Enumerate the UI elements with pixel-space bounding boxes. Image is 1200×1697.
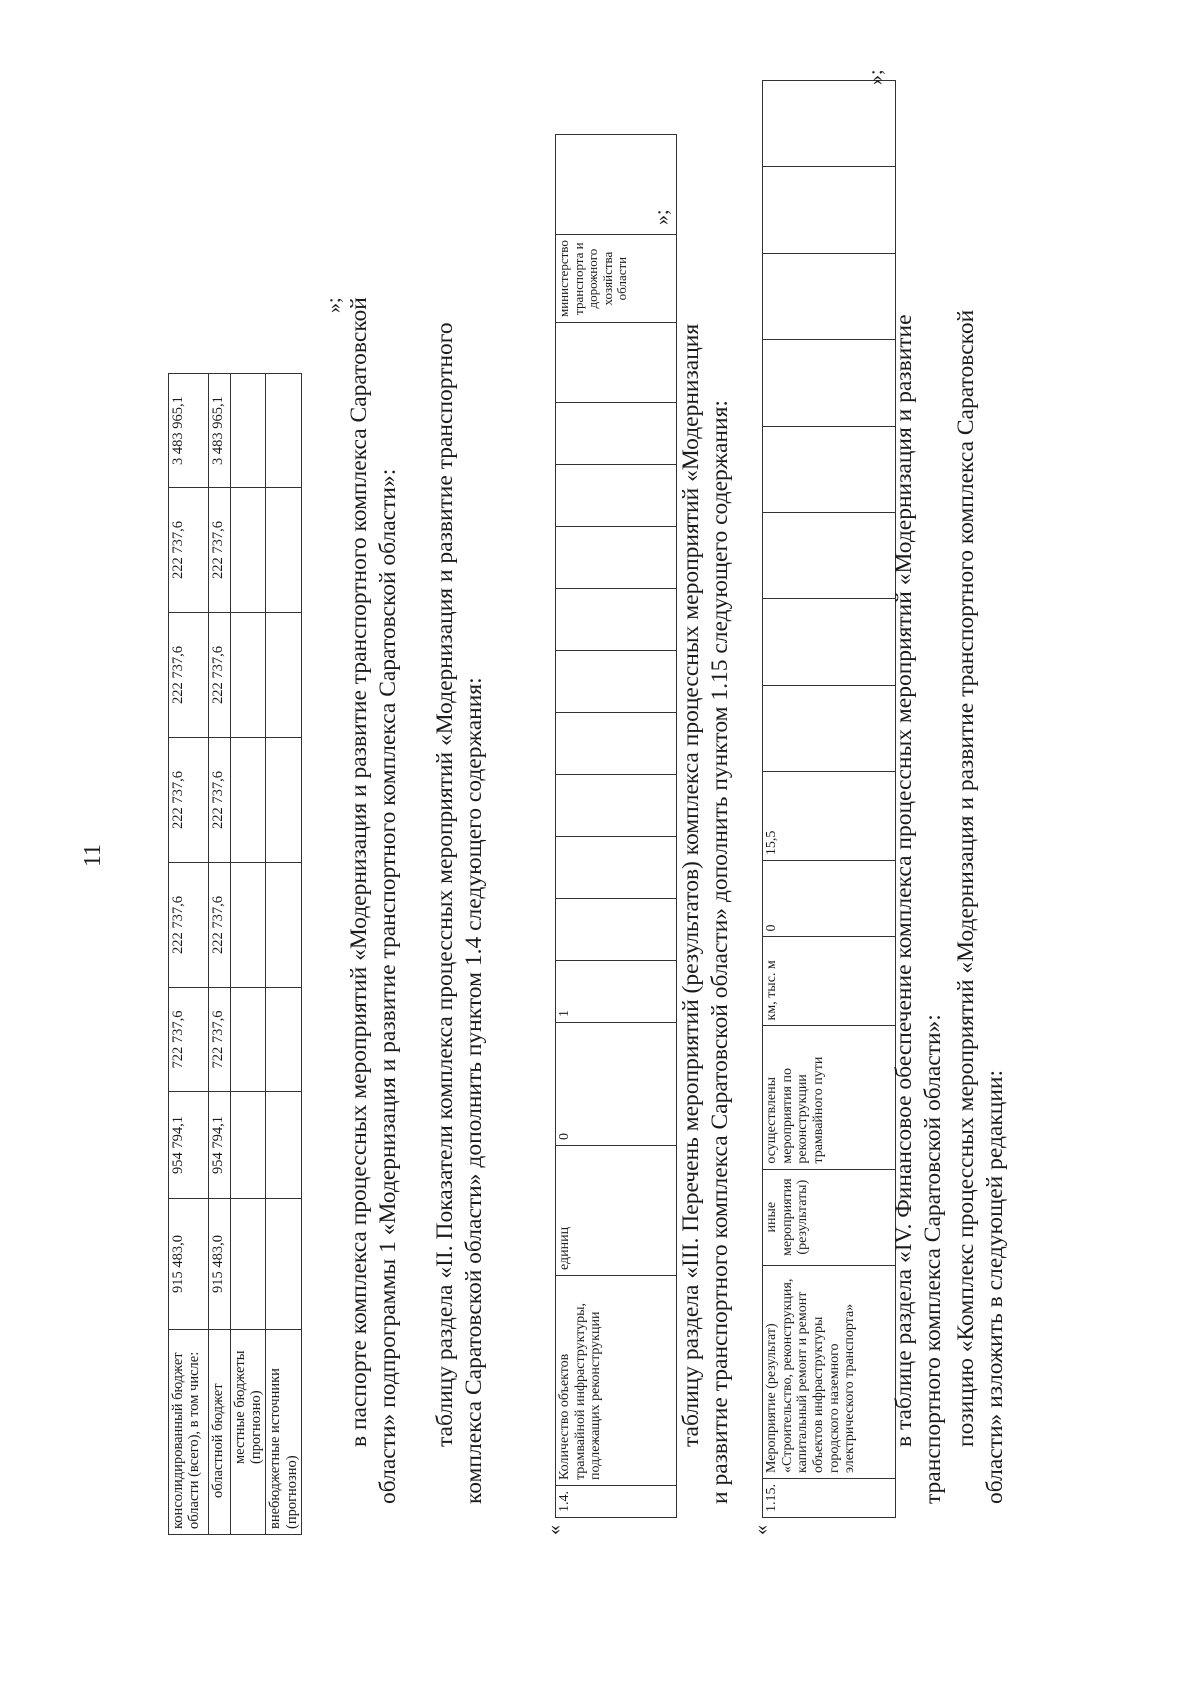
cell-value xyxy=(231,613,266,738)
cell-value: 3 483 965,1 xyxy=(209,374,231,488)
cell xyxy=(556,403,677,465)
cell-value: 222 737,6 xyxy=(209,863,231,988)
indicator-table xyxy=(555,134,677,1518)
paragraph-line: в паспорте комплекса процессных мероприятий «Модернизация и развитие транспортного комплекса Саратовской xyxy=(346,297,372,1447)
cell xyxy=(763,81,896,168)
paragraph-line: области» подпрограммы 1 «Модернизация и развитие транспортного комплекса Саратовской области»: xyxy=(375,468,402,1504)
cell-value: 222 737,6 xyxy=(209,488,231,613)
cell xyxy=(556,323,677,403)
unit-cell: единиц xyxy=(556,1146,677,1276)
cell xyxy=(763,340,896,426)
cell-value: 222 737,6 xyxy=(209,613,231,738)
row-label: областной бюджет xyxy=(209,1330,231,1535)
cell-value xyxy=(231,1199,266,1330)
cell xyxy=(556,589,677,651)
activity-characteristic: осуществлены мероприятия по реконструкции трамвайного пути xyxy=(763,1026,896,1169)
cell-value xyxy=(266,374,301,488)
table-row xyxy=(266,374,301,1535)
row-label: консолидированный бюджет области (всего), в том числе: xyxy=(169,1330,209,1535)
target-value: 1 xyxy=(556,961,677,1023)
cell xyxy=(763,167,896,253)
cell-value: 222 737,6 xyxy=(169,863,209,988)
cell xyxy=(556,775,677,837)
cell xyxy=(763,599,896,685)
cell-value xyxy=(231,488,266,613)
cell xyxy=(763,253,896,339)
cell-value: 722 737,6 xyxy=(209,988,231,1092)
cell xyxy=(763,513,896,599)
paragraph-financing xyxy=(890,314,949,1504)
cell xyxy=(763,685,896,771)
cell-value: 954 794,1 xyxy=(209,1092,231,1199)
row-number: 1.4. xyxy=(556,1486,677,1518)
paragraph-line: области» изложить в следующей редакции: xyxy=(982,1069,1009,1504)
indicator-name: Количество объектов трамвайной инфраструктуры, подлежащих реконструкции xyxy=(556,1276,677,1486)
cell-value: 222 737,6 xyxy=(209,738,231,863)
cell-value xyxy=(266,863,301,988)
cell-value: 222 737,6 xyxy=(169,488,209,613)
budget-table xyxy=(168,373,302,1535)
table-row xyxy=(231,374,266,1535)
row-label: внебюджетные источники (прогнозно) xyxy=(266,1330,301,1535)
base-value: 0 xyxy=(763,861,896,937)
cell xyxy=(763,426,896,512)
activity-table xyxy=(762,80,896,1518)
base-value: 0 xyxy=(556,1023,677,1146)
unit-cell: км, тыс. м xyxy=(763,937,896,1026)
table-row xyxy=(169,374,209,1535)
activity-name: Мероприятие (результат) «Строительство, реконструкция, капитальный ремонт и ремонт объектов инфраструктуры городского наземного электрического транспорта» xyxy=(763,1265,896,1478)
cell-value xyxy=(231,988,266,1092)
opening-quote: « xyxy=(750,1525,772,1535)
cell xyxy=(556,899,677,961)
cell-value: 222 737,6 xyxy=(169,738,209,863)
responsible-ministry: министерство транспорта и дорожного хозяйства области xyxy=(556,235,677,323)
table-row xyxy=(763,81,896,1518)
cell-value: 954 794,1 xyxy=(169,1092,209,1199)
page-number: 11 xyxy=(80,843,107,868)
cell-value xyxy=(266,613,301,738)
cell-value: 722 737,6 xyxy=(169,988,209,1092)
cell-value xyxy=(231,1092,266,1199)
cell-value xyxy=(266,988,301,1092)
cell xyxy=(556,651,677,713)
opening-quote: « xyxy=(543,1525,565,1535)
cell-value xyxy=(266,1092,301,1199)
cell-value xyxy=(266,488,301,613)
paragraph-line: позицию «Комплекс процессных мероприятий «Модернизация и развитие транспортного комплекса Саратовской xyxy=(953,309,979,1447)
closing-quote: »; xyxy=(865,69,887,85)
table-row xyxy=(209,374,231,1535)
paragraph-line: в таблице раздела «IV. Финансовое обеспечение комплекса процессных мероприятий «Модернизация и развитие xyxy=(891,314,917,1447)
cell xyxy=(556,465,677,527)
cell xyxy=(556,713,677,775)
paragraph-activities xyxy=(677,324,736,1504)
cell-value xyxy=(231,374,266,488)
cell xyxy=(556,837,677,899)
paragraph-passport xyxy=(345,297,404,1504)
cell-value xyxy=(266,738,301,863)
cell-value: 3 483 965,1 xyxy=(169,374,209,488)
table-row xyxy=(556,135,677,1518)
row-number: 1.15. xyxy=(763,1479,896,1518)
paragraph-indicators xyxy=(431,322,490,1504)
cell-value: 222 737,6 xyxy=(169,613,209,738)
paragraph-line: комплекса Саратовской области» дополнить пунктом 1.4 следующего содержания: xyxy=(461,677,488,1504)
target-value: 15,5 xyxy=(763,772,896,861)
cell-value: 915 483,0 xyxy=(169,1199,209,1330)
paragraph-line: таблицу раздела «II. Показатели комплекса процессных мероприятий «Модернизация и развитие транспортного xyxy=(432,322,458,1447)
paragraph-line: таблицу раздела «III. Перечень мероприятий (результатов) комплекса процессных мероприятий «Модернизация xyxy=(678,323,704,1447)
cell-value: 915 483,0 xyxy=(209,1199,231,1330)
cell-value xyxy=(231,738,266,863)
cell-value xyxy=(231,863,266,988)
activity-type: иные мероприятия (результаты) xyxy=(763,1169,896,1265)
paragraph-line: транспортного комплекса Саратовской области»: xyxy=(920,1014,947,1504)
cell-value xyxy=(266,1199,301,1330)
paragraph-line: и развитие транспортного комплекса Саратовской области» дополнить пунктом 1.15 следующего содержания: xyxy=(707,400,734,1504)
cell xyxy=(556,527,677,589)
paragraph-position xyxy=(952,310,1011,1504)
closing-quote: »; xyxy=(323,297,345,313)
rotated-content xyxy=(45,69,1145,1685)
closing-quote: »; xyxy=(651,209,673,225)
row-label: местные бюджеты (прогнозно) xyxy=(231,1330,266,1535)
